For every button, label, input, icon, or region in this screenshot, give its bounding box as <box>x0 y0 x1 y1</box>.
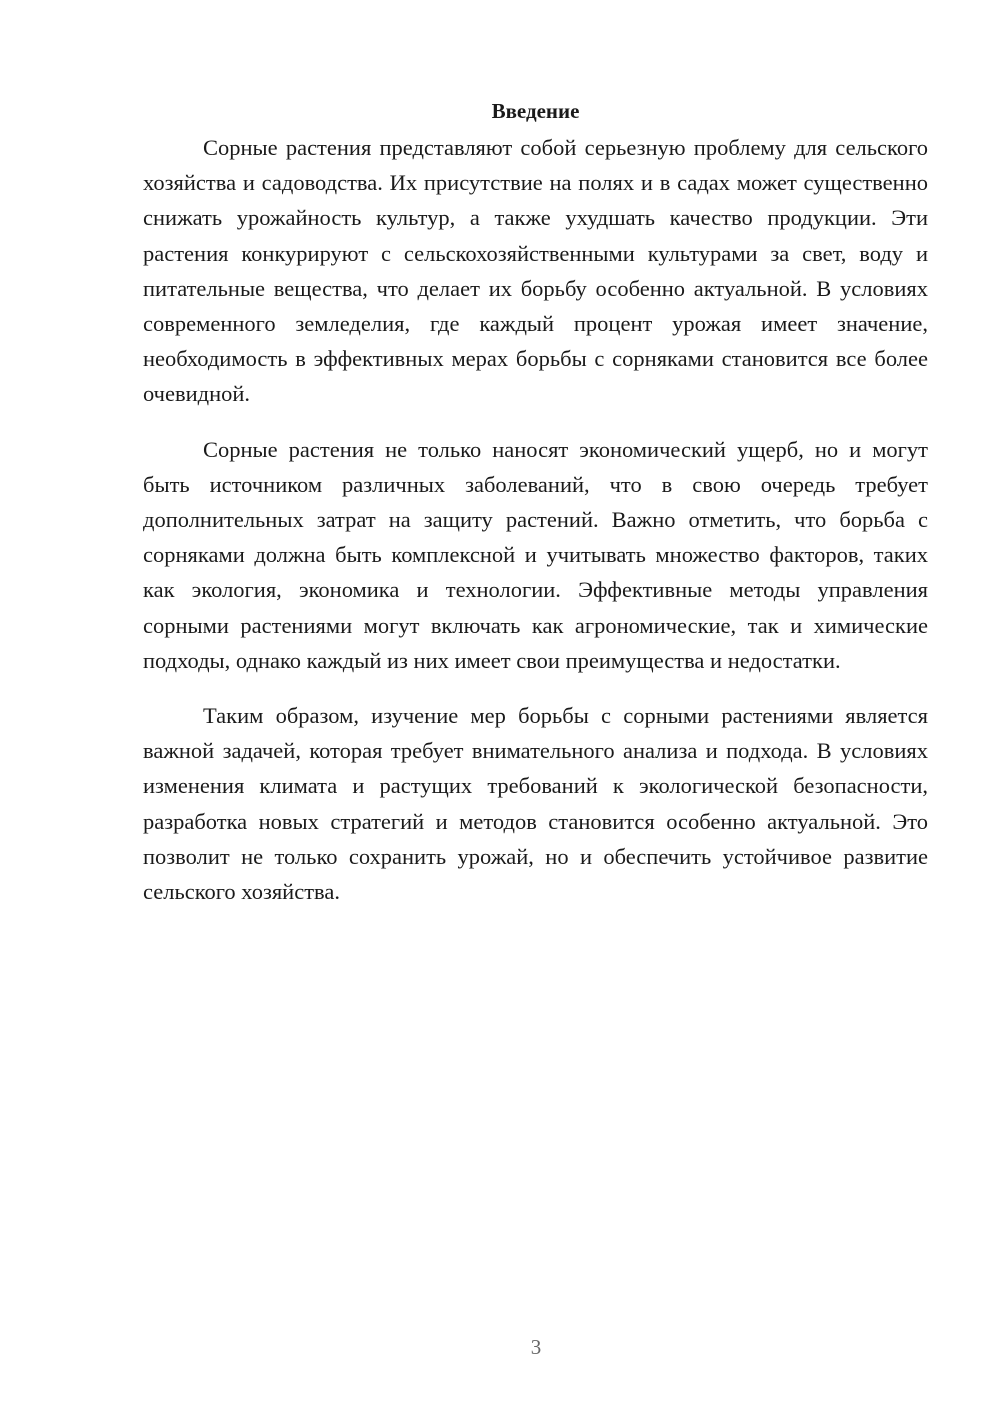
page-number: 3 <box>530 1335 542 1359</box>
paragraph-3: Таким образом, изучение мер борьбы с сорными растениями является важной задачей, которая требует внимательного анализа и подхода. В условиях изменения климата и растущих требований к экологической безопасности, разработка новых стратегий и методов становится особенно актуальной. Это позволит не только сохранить урожай, но и обеспечить устойчивое развитие сельского хозяйства. <box>143 703 928 905</box>
page-content <box>143 96 928 929</box>
paragraph-2: Сорные растения не только наносят экономический ущерб, но и могут быть источником различных заболеваний, что в свою очередь требует дополнительных затрат на защиту растений. Важно отметить, что борьба с сорняками должна быть комплексной и учитывать множество факторов, таких как экология, экономика и технологии. Эффективные методы управления сорными растениями могут включать как агрономические, так и химические подходы, однако каждый из них имеет свои преимущества и недостатки. <box>143 436 928 673</box>
paragraph-1: Сорные растения представляют собой серьезную проблему для сельского хозяйства и садоводства. Их присутствие на полях и в садах может существенно снижать урожайность культур, а также ухудшать качество продукции. Эти растения конкурируют с сельскохозяйственными культурами за свет, воду и питательные вещества, что делает их борьбу особенно актуальной. В условиях современного земледелия, где каждый процент урожая имеет значение, необходимость в эффективных мерах борьбы с сорняками становится все более очевидной. <box>143 135 928 407</box>
section-heading: Введение <box>491 99 580 123</box>
